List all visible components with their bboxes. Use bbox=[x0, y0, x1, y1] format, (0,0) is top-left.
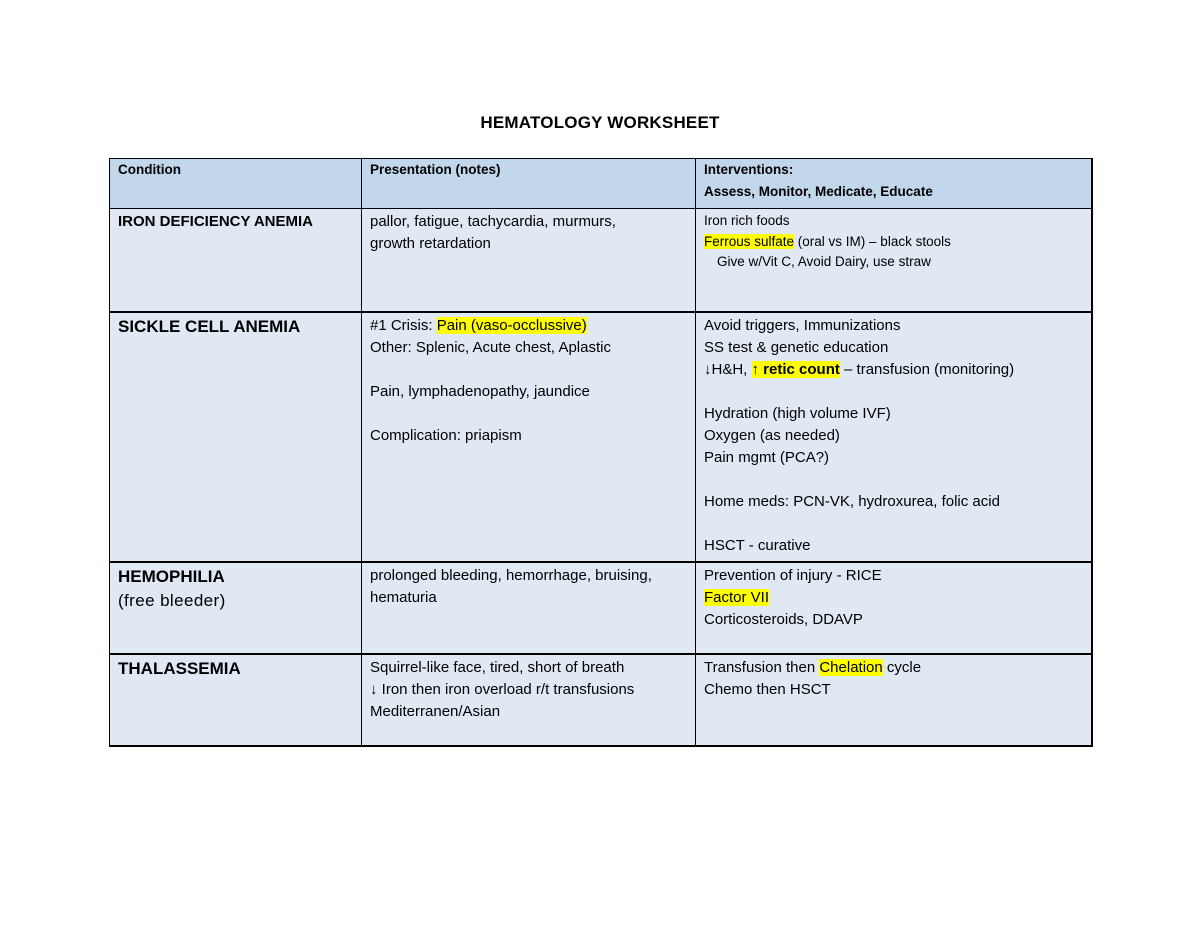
condition-cell bbox=[110, 562, 362, 654]
intervention-line: Pain mgmt (PCA?) bbox=[704, 449, 830, 466]
intervention-text: (oral vs IM) – black stools bbox=[794, 233, 951, 249]
intervention-line: Avoid triggers, Immunizations bbox=[704, 317, 901, 334]
condition-subtitle: (free bleeder) bbox=[118, 591, 226, 610]
intervention-line: Iron rich foods bbox=[704, 213, 790, 228]
interventions-cell bbox=[696, 654, 1092, 746]
intervention-text: cycle bbox=[882, 659, 922, 676]
condition-cell bbox=[110, 312, 362, 562]
presentation-cell bbox=[362, 562, 696, 654]
table-row bbox=[110, 654, 1092, 746]
intervention-line bbox=[704, 657, 1083, 679]
intervention-line: Home meds: PCN-VK, hydroxurea, folic acid bbox=[704, 493, 1000, 510]
intervention-line: SS test & genetic education bbox=[704, 339, 889, 356]
intervention-text: ↓H&H, bbox=[704, 361, 752, 378]
highlighted-text: Factor VII bbox=[704, 589, 770, 606]
header-interventions-label: Interventions: bbox=[704, 162, 794, 177]
presentation-line: hematuria bbox=[370, 589, 437, 606]
intervention-line: Corticosteroids, DDAVP bbox=[704, 611, 863, 628]
intervention-text: Transfusion then bbox=[704, 659, 820, 676]
highlighted-text: Pain (vaso-occlussive) bbox=[436, 317, 587, 334]
presentation-line: Other: Splenic, Acute chest, Aplastic bbox=[370, 339, 611, 356]
condition-cell bbox=[110, 654, 362, 746]
presentation-text: #1 Crisis: bbox=[370, 317, 437, 334]
condition-name: SICKLE CELL ANEMIA bbox=[118, 317, 301, 336]
table-header-row bbox=[110, 159, 1092, 209]
presentation-line: Mediterranen/Asian bbox=[370, 703, 501, 720]
intervention-line: Chemo then HSCT bbox=[704, 681, 831, 698]
presentation-line: Complication: priapism bbox=[370, 427, 522, 444]
presentation-cell bbox=[362, 654, 696, 746]
condition-cell bbox=[110, 209, 362, 313]
header-interventions-sub: Assess, Monitor, Medicate, Educate bbox=[704, 184, 933, 199]
table-row bbox=[110, 209, 1092, 313]
intervention-line: Hydration (high volume IVF) bbox=[704, 405, 891, 422]
presentation-line: Pain, lymphadenopathy, jaundice bbox=[370, 383, 590, 400]
header-interventions bbox=[696, 159, 1092, 209]
presentation-line: pallor, fatigue, tachycardia, murmurs, bbox=[370, 213, 616, 230]
highlighted-text: ↑ retic count bbox=[751, 361, 840, 378]
presentation-line: prolonged bleeding, hemorrhage, bruising, bbox=[370, 567, 652, 584]
header-condition: Condition bbox=[110, 159, 362, 209]
presentation-line: ↓ Iron then iron overload r/t transfusions bbox=[370, 681, 635, 698]
intervention-line: HSCT - curative bbox=[704, 537, 811, 554]
table-row bbox=[110, 562, 1092, 654]
intervention-line: Oxygen (as needed) bbox=[704, 427, 840, 444]
condition-name: HEMOPHILIA bbox=[118, 567, 225, 586]
condition-name: IRON DEFICIENCY ANEMIA bbox=[118, 213, 314, 230]
presentation-cell bbox=[362, 209, 696, 313]
presentation-line bbox=[370, 315, 687, 337]
highlighted-text: Ferrous sulfate bbox=[704, 233, 795, 249]
intervention-line bbox=[704, 587, 1083, 609]
table-row bbox=[110, 312, 1092, 562]
header-presentation: Presentation (notes) bbox=[362, 159, 696, 209]
highlighted-text: Chelation bbox=[819, 659, 883, 676]
intervention-line: Give w/Vit C, Avoid Dairy, use straw bbox=[717, 254, 931, 269]
hematology-table bbox=[109, 158, 1093, 747]
intervention-line: Prevention of injury - RICE bbox=[704, 567, 882, 584]
interventions-cell bbox=[696, 312, 1092, 562]
intervention-line bbox=[704, 232, 1083, 253]
presentation-cell bbox=[362, 312, 696, 562]
presentation-line: Squirrel-like face, tired, short of breath bbox=[370, 659, 625, 676]
worksheet-title: HEMATOLOGY WORKSHEET bbox=[480, 113, 720, 132]
intervention-line bbox=[704, 359, 1083, 381]
condition-name: THALASSEMIA bbox=[118, 659, 241, 678]
interventions-cell bbox=[696, 562, 1092, 654]
presentation-line: growth retardation bbox=[370, 235, 491, 252]
intervention-text: – transfusion (monitoring) bbox=[839, 361, 1015, 378]
interventions-cell bbox=[696, 209, 1092, 313]
